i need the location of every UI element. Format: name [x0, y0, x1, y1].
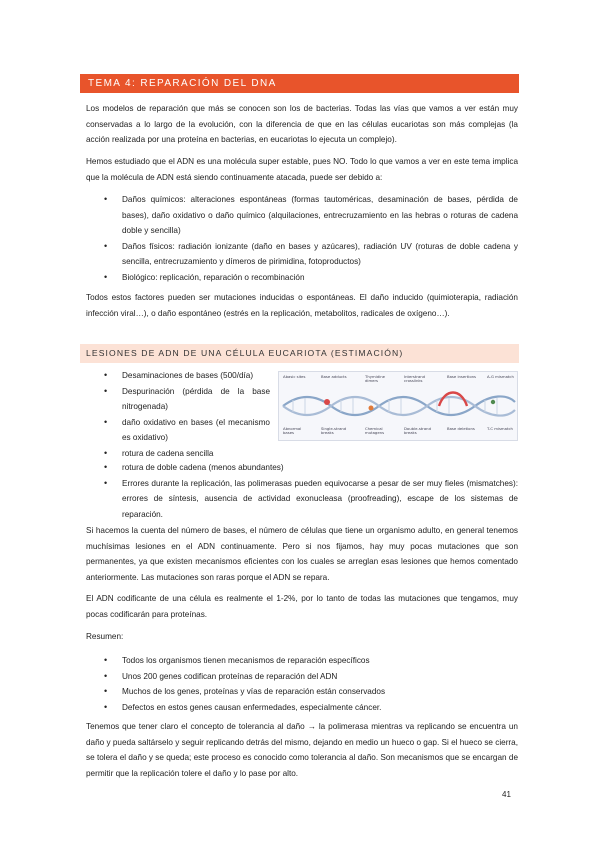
chapter-title: TEMA 4: REPARACIÓN DEL DNA — [80, 74, 519, 93]
page-number: 41 — [502, 790, 511, 799]
intro-paragraph-2: Hemos estudiado que el ADN es una molécula super estable, pues NO. Todo lo que vamos a ver en este tema implica que la molécula de ADN está siendo continuamente atacada, puede ser debido a: — [86, 157, 518, 182]
list-item: • Todos los organismos tienen mecanismos de reparación específicos — [104, 653, 518, 669]
dna-helix-illustration — [279, 372, 517, 440]
lesions-list — [104, 368, 270, 461]
figure-label: Double-strand breaks — [404, 426, 431, 436]
summary-label: Resumen: — [86, 632, 124, 641]
figure-label: Chemical mutagens — [365, 426, 385, 436]
list-item: • rotura de cadena sencilla — [104, 446, 270, 462]
summary-list — [104, 653, 518, 715]
damage-causes-list — [104, 192, 518, 285]
list-item: • Biológico: replicación, reparación o recombinación — [104, 270, 518, 286]
intro-paragraph-1: Los modelos de reparación que más se conocen son los de bacterias. Todas las vías que vamos a ver están muy conservadas a lo largo de la evolución, con la diferencia de que en las células eucariotas son más complejas (la acción realizada por una proteína en bacterias, en eucariotas lo ejecuta un complejo). — [86, 104, 518, 144]
figure-label: Abnormal bases — [283, 426, 302, 436]
count-paragraph: Si hacemos la cuenta del número de bases, el número de células que tiene un organismo adulto, en general tenemos muchísimas lesiones en el ADN continuamente. Pero si nos fijamos, hay muy pocas mutaciones que son permanentes, ya que existen mecanismos eficientes con los cuales se arreglan esas lesiones que hemos comentado anteriormente. Las mutaciones son raras porque el ADN se repara. — [86, 526, 518, 582]
figure-label: A-G mismatch — [487, 374, 514, 379]
list-item: • Despurinación (pérdida de la base nitrogenada) — [104, 384, 270, 415]
list-item: • Muchos de los genes, proteínas y vías de reparación están conservados — [104, 684, 518, 700]
figure-label: Interstrand crosslinks — [404, 374, 426, 384]
section-title: LESIONES DE ADN DE UNA CÉLULA EUCARIOTA (ESTIMACIÓN) — [80, 344, 519, 363]
adduct-marker — [324, 399, 330, 405]
tolerance-paragraph: Tenemos que tener claro el concepto de tolerancia al daño → la polimerasa mientras va replicando se encuentra un daño y pueda saltárselo y seguir replicando detrás del mismo, dejando en medio un hueco o gap. Si el hueco se cierra, se tolera el daño y se queda; este proceso es conocido como tolerancia al daño. Son mecanismos que se encargan de permitir que la replicación tolere el daño y lo pase por alto. — [86, 722, 518, 778]
list-item: • Daños químicos: alteraciones espontáneas (formas tautoméricas, desaminación de bases, pérdida de bases), daño oxidativo o daño químico (alquilaciones, entrecruzamiento en las hebras o roturas de cadena doble y sencilla) — [104, 192, 518, 239]
figure-label: Single-strand breaks — [321, 426, 347, 436]
mismatch-marker — [491, 400, 495, 404]
figure-label: Base adducts — [321, 374, 347, 379]
coding-paragraph: El ADN codificante de una célula es realmente el 1-2%, por lo tanto de todas las mutaciones que tengamos, muy pocas codificarán para proteínas. — [86, 594, 518, 619]
figure-label: Base insertions — [447, 374, 477, 379]
list-item: • Unos 200 genes codifican proteínas de reparación del ADN — [104, 669, 518, 685]
list-item: • Errores durante la replicación, las polimerasas pueden equivocarse a pesar de ser muy fieles (mismatches): errores de síntesis, ausencia de actividad exonucleasa (proofreading), escape de los sistemas de reparación. — [104, 476, 518, 523]
mutations-paragraph: Todos estos factores pueden ser mutaciones inducidas o espontáneas. El daño inducido (quimioterapia, radiación infección viral…), o daño espontáneo (estrés en la replicación, metabolitos, radicales de oxígeno…). — [86, 293, 518, 318]
figure-label: Thymidine dimers — [365, 374, 385, 384]
figure-label: T-C mismatch — [487, 426, 513, 431]
figure-label: Base deletions — [447, 426, 475, 431]
lesions-list-continued — [104, 460, 518, 522]
dna-lesions-figure — [278, 371, 518, 441]
list-item: • Daños físicos: radiación ionizante (daño en bases y azúcares), radiación UV (roturas de doble cadena y sencilla, entrecruzamiento y dímeros de pirimidina, fotoproductos) — [104, 239, 518, 270]
dimer-marker — [369, 406, 374, 411]
list-item: • rotura de doble cadena (menos abundantes) — [104, 460, 518, 476]
figure-label: Abasic sites — [283, 374, 306, 379]
list-item: • Desaminaciones de bases (500/día) — [104, 368, 270, 384]
list-item: • Defectos en estos genes causan enfermedades, especialmente cáncer. — [104, 700, 518, 716]
list-item: • daño oxidativo en bases (el mecanismo es oxidativo) — [104, 415, 270, 446]
insertion-loop — [439, 393, 467, 407]
